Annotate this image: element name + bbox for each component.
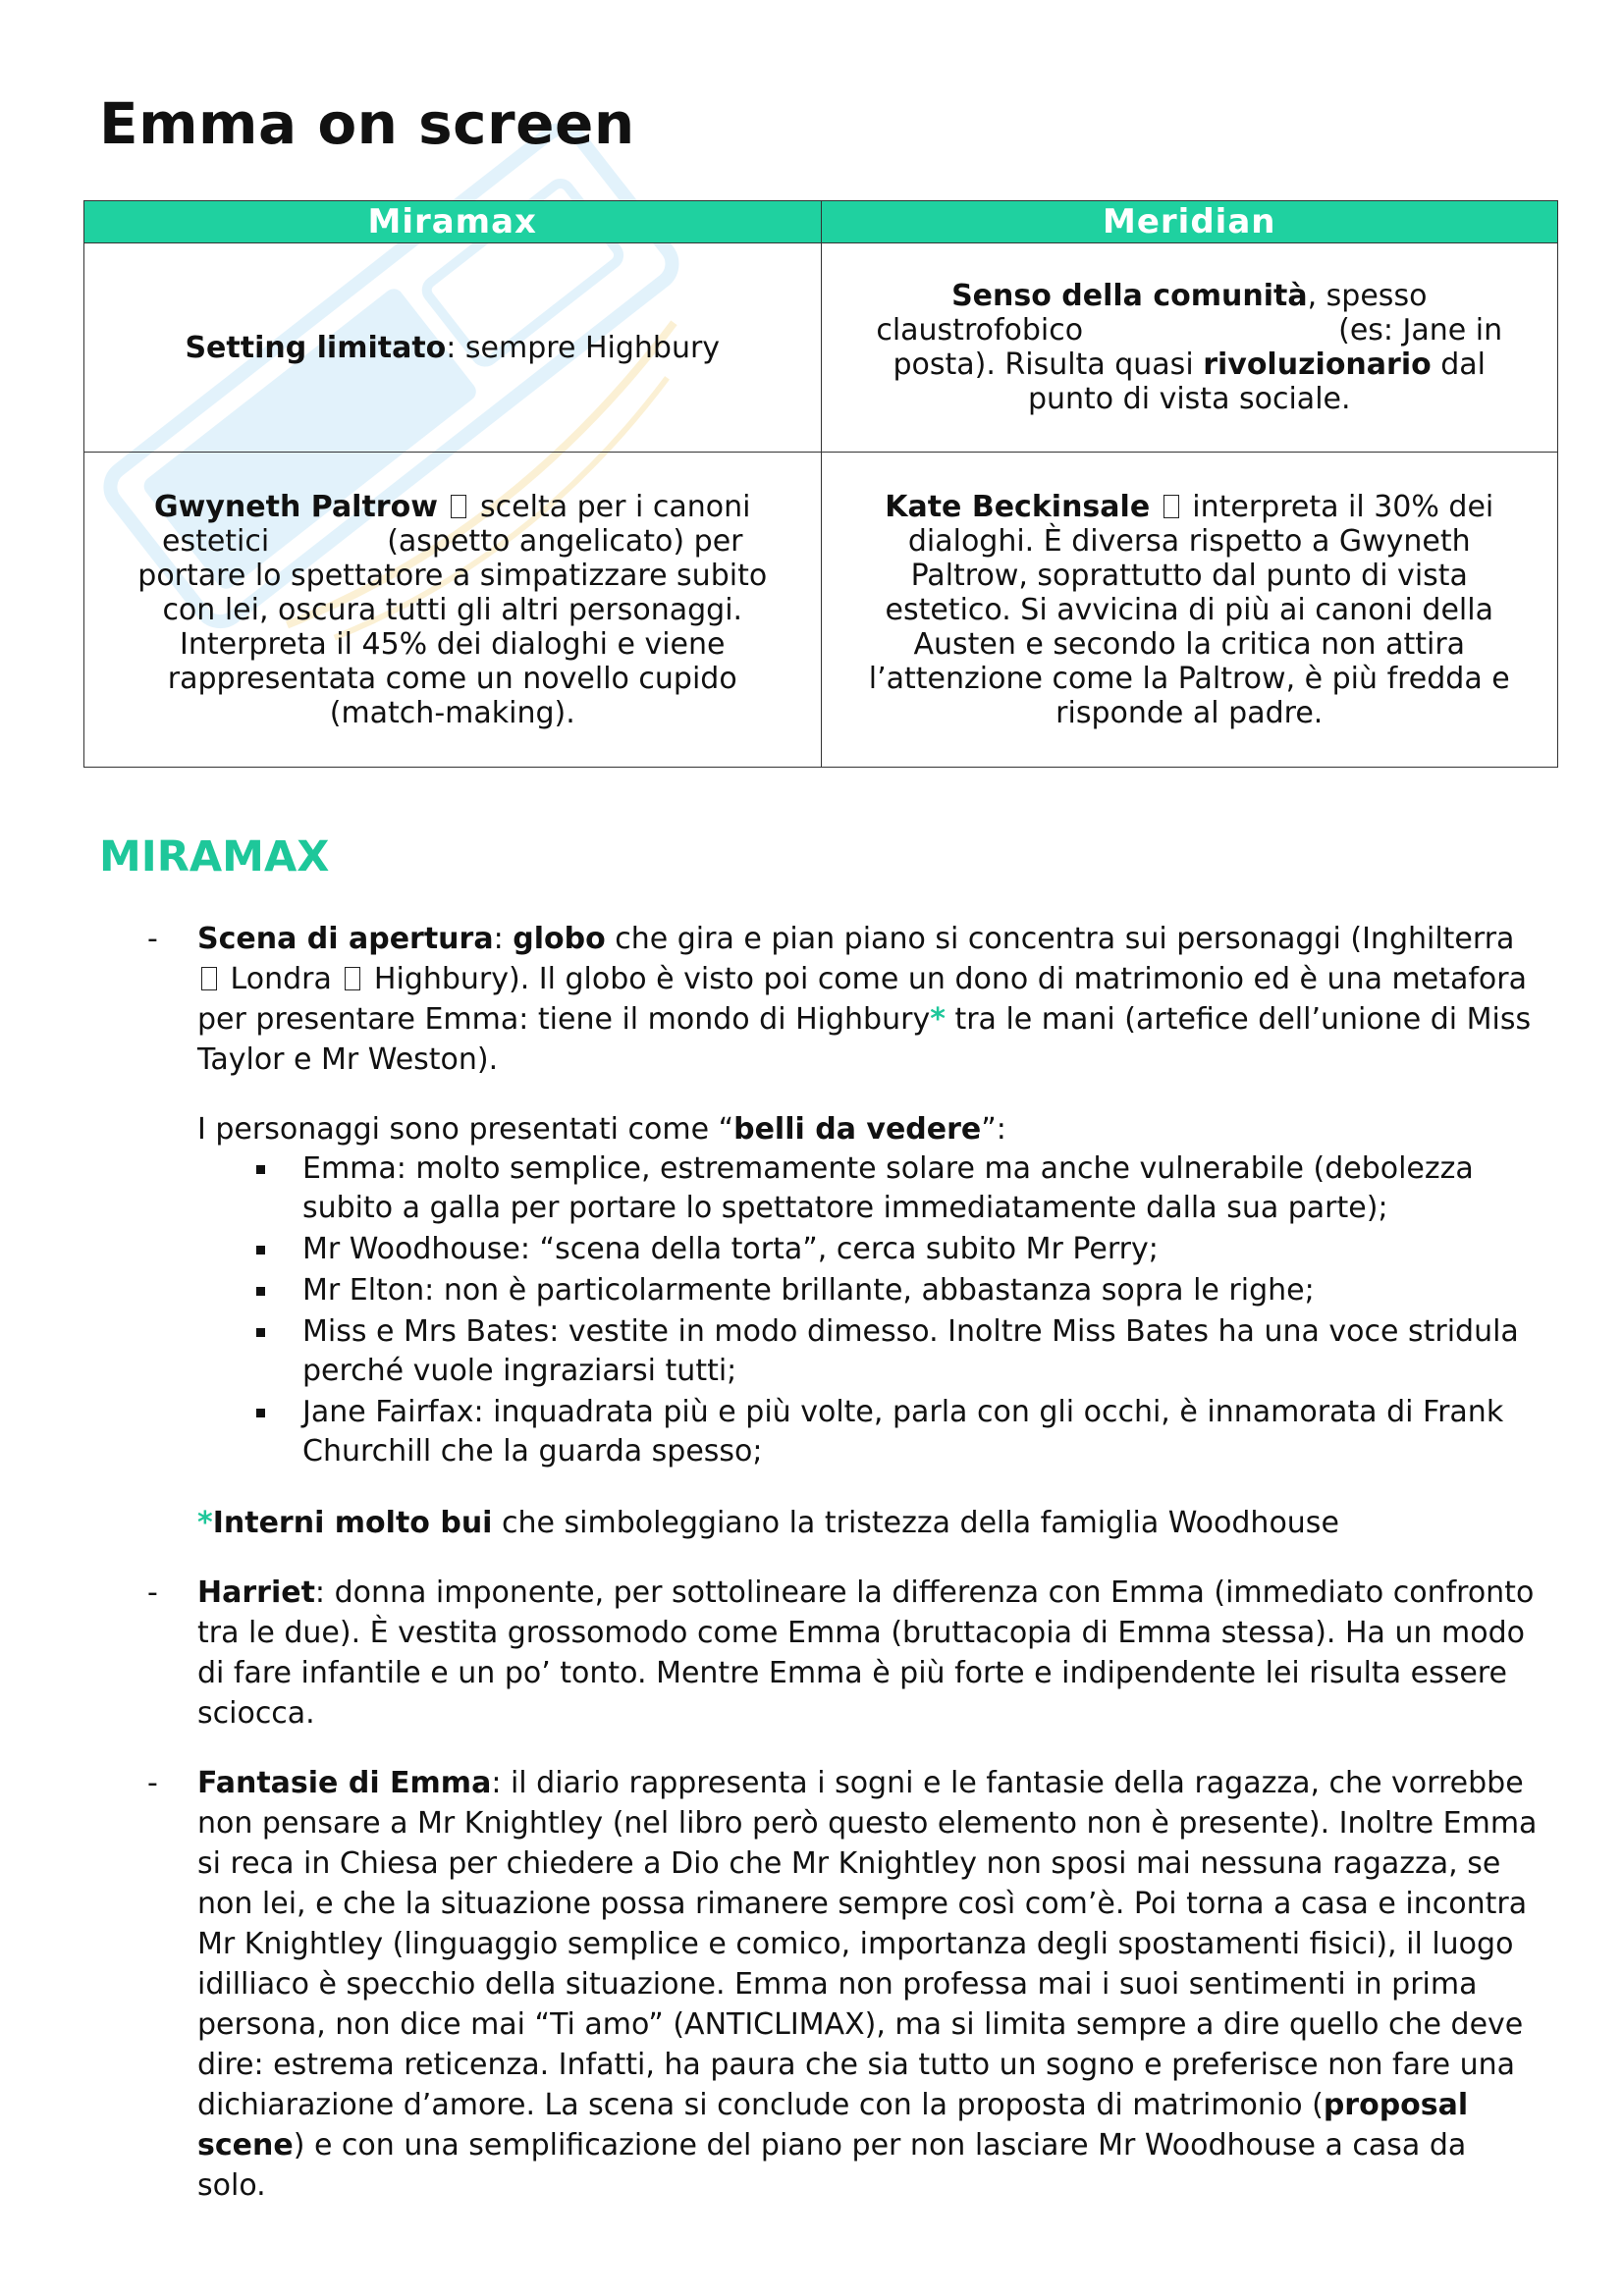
list-item: Jane Fairfax: inquadrata più e più volte, parla con gli occhi, è innamorata di Frank Churchill che la guarda spesso; <box>197 1393 1542 1471</box>
list-item: Mr Elton: non è particolarmente brillante, abbastanza sopra le righe; <box>197 1271 1542 1310</box>
table-cell-miramax-setting: Setting limitato: sempre Highbury <box>84 243 822 453</box>
section-body <box>98 919 1542 2235</box>
bullet-icon <box>256 1165 265 1174</box>
page-title: Emma on screen <box>99 90 635 157</box>
paragraph-apertura: Scena di apertura: globo che gira e pian piano si concentra sui personaggi (Inghilterra Londra Highbury). Il globo è visto poi come un dono di matrimonio ed è una metafora per presentare Emma: tiene il mondo di Highbury* tra le mani (artefice dell’unione di Miss Taylor e Mr Weston). <box>197 922 1532 1077</box>
paragraph-note: *Interni molto bui che simboleggiano la tristezza della famiglia Woodhouse <box>197 1506 1339 1540</box>
paragraph-harriet: Harriet: donna imponente, per sottolineare la differenza con Emma (immediato confronto tra le due). È vestita grossomodo come Emma (bruttacopia di Emma stessa). Ha un modo di fare infantile e un po’ tonto. Mentre Emma è più forte e indipendente lei risulta essere sciocca. <box>197 1575 1535 1731</box>
list-item <box>98 1763 1542 2206</box>
dash-marker: - <box>147 1766 158 1800</box>
missing-glyph-icon <box>451 495 466 518</box>
table-header-meridian: Meridian <box>821 201 1558 243</box>
table-cell-meridian-setting: Senso della comunità, spesso claustrofobico (es: Jane in posta). Risulta quasi rivoluzionario dal punto di vista sociale. <box>821 243 1558 453</box>
list-item <box>98 1573 1542 1734</box>
bullet-icon <box>256 1246 265 1255</box>
bullet-icon <box>256 1287 265 1296</box>
table-cell-miramax-actress: Gwyneth Paltrow scelta per i canoni estetici (aspetto angelicato) per portare lo spettatore a simpatizzare subito con lei, oscura tutti gli altri personaggi. Interpreta il 45% dei dialoghi e viene rappresentata come un novello cupido (match-making). <box>84 453 822 768</box>
table-header-miramax: Miramax <box>84 201 822 243</box>
list-item: Emma: molto semplice, estremamente solare ma anche vulnerabile (debolezza subito a galla per portare lo spettatore immediatamente dalla sua parte); <box>197 1149 1542 1228</box>
section-heading: MIRAMAX <box>99 832 330 881</box>
paragraph-intro: I personaggi sono presentati come “belli da vedere”: <box>197 1112 1006 1147</box>
paragraph-fantasie: Fantasie di Emma: il diario rappresenta i sogni e le fantasie della ragazza, che vorrebbe non pensare a Mr Knightley (nel libro però questo elemento non è presente). Inoltre Emma si reca in Chiesa per chiedere a Dio che Mr Knightley non sposi mai nessuna ragazza, se non lei, e che la situazione possa rimanere sempre così com’è. Poi torna a casa e incontra Mr Knightley (linguaggio semplice e comico, importanza degli spostamenti fisici), il luogo idilliaco è specchio della situazione. Emma non professa mai i suoi sentimenti in prima persona, non dice mai “Ti amo” (ANTICLIMAX), ma si limita sempre a dire quello che deve dire: estrema reticenza. Infatti, ha paura che sia tutto un sogno e preferisce non fare una dichiarazione d’amore. La scena si conclude con la proposta di matrimonio (proposal scene) e con una semplificazione del piano per non lasciare Mr Woodhouse a casa da solo. <box>197 1766 1538 2203</box>
table-cell-meridian-actress: Kate Beckinsale interpreta il 30% dei dialoghi. È diversa rispetto a Gwyneth Paltrow, soprattutto dal punto di vista estetico. Si avvicina di più ai canoni della Austen e secondo la critica non attira l’attenzione come la Paltrow, è più fredda e risponde al padre. <box>821 453 1558 768</box>
bullet-icon <box>256 1328 265 1337</box>
dash-marker: - <box>147 922 158 956</box>
comparison-table <box>83 200 1558 768</box>
missing-glyph-icon <box>1163 495 1179 518</box>
missing-glyph-icon <box>345 967 360 990</box>
table-row <box>84 453 1558 768</box>
list-item: Mr Woodhouse: “scena della torta”, cerca subito Mr Perry; <box>197 1230 1542 1269</box>
missing-glyph-icon <box>201 967 217 990</box>
list-item: Miss e Mrs Bates: vestite in modo dimesso. Inoltre Miss Bates ha una voce stridula perché vuole ingraziarsi tutti; <box>197 1312 1542 1391</box>
table-row <box>84 243 1558 453</box>
character-list <box>197 1149 1542 1471</box>
list-item <box>98 919 1542 1543</box>
bullet-icon <box>256 1409 265 1417</box>
dash-marker: - <box>147 1575 158 1610</box>
